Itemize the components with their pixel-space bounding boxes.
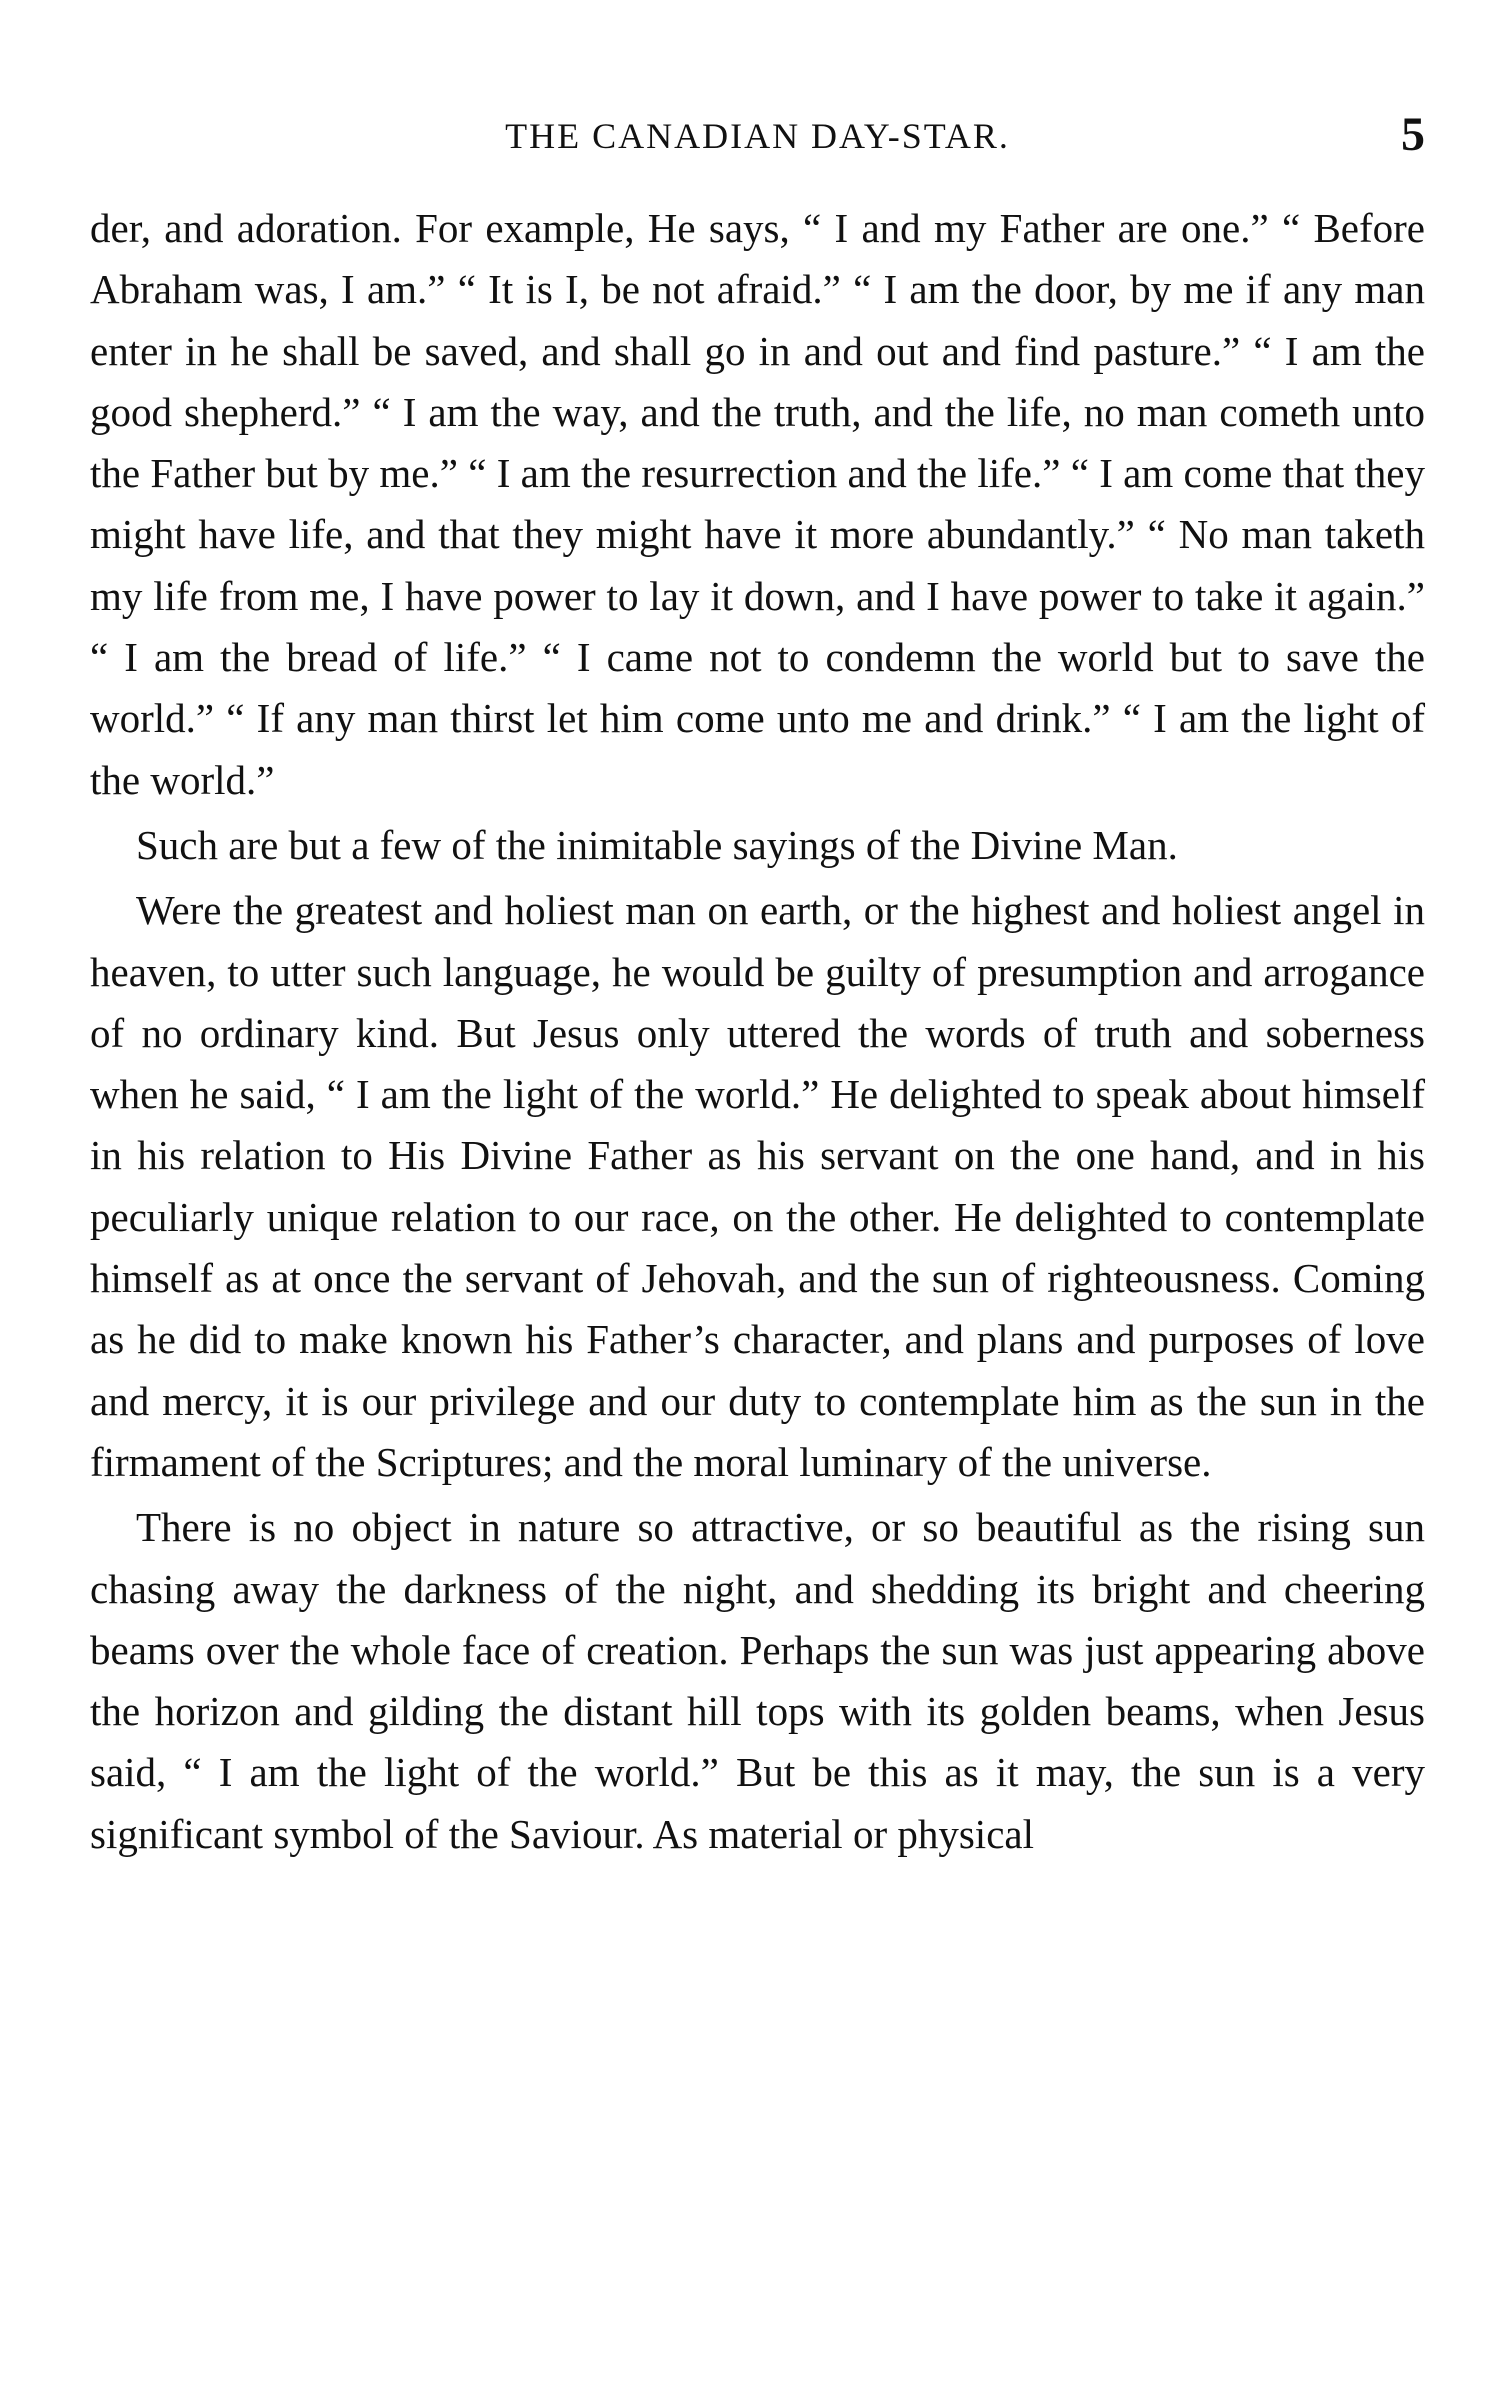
running-head [90,108,1425,168]
paragraph: There is no object in nature so attractive, or so beautiful as the rising sun chasing away the darkness of the night, and shedding its bright and cheering beams over the whole face of creation. Perhaps the sun was just appearing above the horizon and gilding the distant hill tops with its golden beams, when Jesus said, “ I am the light of the world.” But be this as it may, the sun is a very significant symbol of the Saviour. As material or physical [90,1504,1425,1857]
running-title: THE CANADIAN DAY-STAR. [505,116,1010,156]
paragraph: Were the greatest and holiest man on earth, or the highest and holiest angel in heaven, to utter such language, he would be guilty of presumption and arrogance of no ordinary kind. But Jesus only uttered the words of truth and soberness when he said, “ I am the light of the world.” He delighted to speak about himself in his relation to His Divine Father as his servant on the one hand, and in his peculiarly unique relation to our race, on the other. He delighted to contemplate himself as at once the servant of Jehovah, and the sun of righteousness. Coming as he did to make known his Father’s character, and plans and purposes of love and mercy, it is our privilege and our duty to contemplate him as the sun in the firmament of the Scriptures; and the moral luminary of the universe. [90,887,1425,1485]
page-number: 5 [1401,108,1425,161]
paragraph-continuation: der, and adoration. For example, He says, “ I and my Father are one.” “ Before Abraham was, I am.” “ It is I, be not afraid.” “ I am the door, by me if any man enter in he shall be saved, and shall go in and out and find pasture.” “ I am the good shepherd.” “ I am the way, and the truth, and the life, no man cometh unto the Father but by me.” “ I am the resurrection and the life.” “ I am come that they might have life, and that they might have it more abundantly.” “ No man taketh my life from me, I have power to lay it down, and I have power to take it again.” “ I am the bread of life.” “ I came not to condemn the world but to save the world.” “ If any man thirst let him come unto me and drink.” “ I am the light of the world.” [90,205,1425,803]
body-text [90,198,1425,1865]
paragraph: Such are but a few of the inimitable sayings of the Divine Man. [136,821,1178,868]
